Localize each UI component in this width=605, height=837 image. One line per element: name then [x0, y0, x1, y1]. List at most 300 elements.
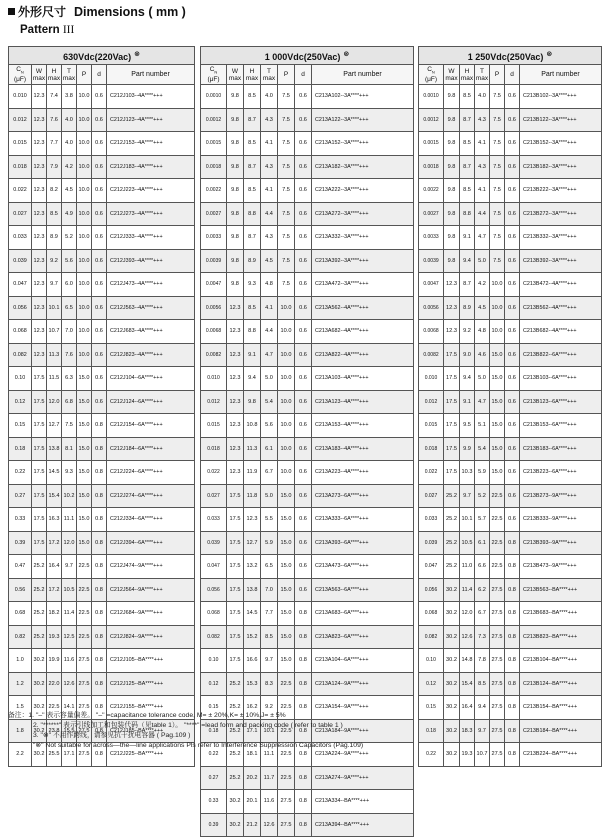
- cell-d: 0.6: [505, 132, 520, 156]
- cell-d: 0.8: [505, 625, 520, 649]
- cell-capacitance: 0.0039: [419, 249, 444, 273]
- cell-t: 5.7: [475, 508, 490, 532]
- table-row: [9, 484, 195, 508]
- cell-w: 12.3: [32, 343, 47, 367]
- cell-capacitance: 0.0068: [201, 320, 227, 344]
- cell-w: 9.8: [227, 249, 244, 273]
- table-row: [9, 531, 195, 555]
- table-row: [201, 461, 414, 485]
- cell-p: 15.0: [278, 531, 295, 555]
- cell-t: 5.9: [261, 531, 278, 555]
- cell-h: 22.5: [47, 696, 62, 720]
- cell-p: 7.5: [490, 108, 505, 132]
- table-row: [201, 766, 414, 790]
- cell-part-number: C213A473--6A****+++: [312, 555, 414, 579]
- cell-h: 8.7: [460, 155, 475, 179]
- cell-p: 22.5: [490, 508, 505, 532]
- cell-part-number: C212J124--6A****+++: [107, 390, 195, 414]
- cell-part-number: C212J823--4A****+++: [107, 343, 195, 367]
- cell-p: 15.0: [490, 367, 505, 391]
- cell-part-number: C213A823--6A****+++: [312, 625, 414, 649]
- cell-part-number: C213A122--3A****+++: [312, 108, 414, 132]
- cell-w: 12.3: [227, 343, 244, 367]
- cell-part-number: C213B563--BA****+++: [520, 578, 602, 602]
- cell-d: 0.6: [505, 414, 520, 438]
- cell-p: 27.5: [278, 813, 295, 837]
- cell-h: 10.1: [47, 296, 62, 320]
- cell-h: 9.2: [47, 249, 62, 273]
- cell-t: 17.1: [62, 743, 77, 767]
- cell-t: 11.4: [62, 602, 77, 626]
- cell-t: 4.5: [261, 249, 278, 273]
- cell-d: 0.6: [295, 343, 312, 367]
- cell-capacitance: 0.012: [9, 108, 32, 132]
- cell-w: 17.5: [444, 414, 460, 438]
- square-bullet-icon: [8, 8, 15, 15]
- cell-capacitance: 0.018: [419, 437, 444, 461]
- col-header-t: T max: [475, 65, 490, 85]
- cell-d: 0.8: [295, 766, 312, 790]
- cell-w: 17.5: [444, 461, 460, 485]
- table-row: [419, 179, 602, 203]
- cell-capacitance: 1.5: [9, 696, 32, 720]
- cell-w: 17.5: [227, 508, 244, 532]
- cell-p: 15.0: [490, 437, 505, 461]
- cell-capacitance: 0.027: [9, 202, 32, 226]
- cell-p: 15.0: [278, 484, 295, 508]
- table-row: [9, 226, 195, 250]
- table-row: [419, 367, 602, 391]
- cell-h: 9.3: [244, 273, 261, 297]
- cell-d: 0.6: [92, 320, 107, 344]
- cell-p: 15.0: [278, 578, 295, 602]
- cell-capacitance: 0.015: [9, 132, 32, 156]
- cell-part-number: C213A392--3A****+++: [312, 249, 414, 273]
- cell-capacitance: 0.0012: [201, 108, 227, 132]
- table-row: [201, 108, 414, 132]
- cell-h: 8.5: [47, 202, 62, 226]
- cell-part-number: C212J154--6A****+++: [107, 414, 195, 438]
- cell-w: 25.2: [444, 484, 460, 508]
- table-row: [9, 437, 195, 461]
- cell-d: 0.8: [92, 531, 107, 555]
- cell-w: 12.3: [32, 85, 47, 109]
- cell-h: 18.2: [47, 602, 62, 626]
- cell-t: 8.5: [475, 672, 490, 696]
- cell-t: 7.0: [261, 578, 278, 602]
- cell-part-number: C213B104--BA****+++: [520, 649, 602, 673]
- pattern-roman: III: [62, 24, 75, 36]
- cell-h: 9.1: [460, 390, 475, 414]
- cell-part-number: C213B224--BA****+++: [520, 743, 602, 767]
- cell-w: 9.8: [227, 226, 244, 250]
- cell-capacitance: 0.0022: [419, 179, 444, 203]
- cell-d: 0.6: [92, 343, 107, 367]
- cell-t: 4.7: [475, 226, 490, 250]
- cell-h: 10.3: [460, 461, 475, 485]
- cell-w: 9.8: [227, 202, 244, 226]
- col-header-part-number: Part number: [312, 65, 414, 85]
- cell-p: 7.5: [278, 226, 295, 250]
- cell-capacitance: 0.15: [201, 696, 227, 720]
- cell-capacitance: 0.68: [9, 602, 32, 626]
- cell-t: 8.3: [261, 672, 278, 696]
- cell-w: 17.5: [444, 390, 460, 414]
- cell-d: 0.8: [505, 555, 520, 579]
- cell-d: 0.6: [295, 320, 312, 344]
- cell-d: 0.6: [92, 202, 107, 226]
- cell-h: 11.9: [244, 461, 261, 485]
- col-header-p: P: [490, 65, 505, 85]
- cell-h: 18.3: [460, 719, 475, 743]
- cell-t: 9.4: [475, 696, 490, 720]
- cell-p: 10.0: [278, 367, 295, 391]
- table-row: [419, 696, 602, 720]
- cell-h: 8.5: [244, 179, 261, 203]
- table-row: [419, 226, 602, 250]
- cell-capacitance: 0.56: [9, 578, 32, 602]
- cell-h: 9.4: [460, 367, 475, 391]
- cell-d: 0.8: [92, 743, 107, 767]
- cell-d: 0.8: [505, 602, 520, 626]
- cell-d: 0.8: [505, 531, 520, 555]
- table-row: [201, 85, 414, 109]
- cell-p: 10.0: [77, 249, 92, 273]
- cell-capacitance: 0.82: [9, 625, 32, 649]
- cell-h: 14.5: [47, 461, 62, 485]
- cell-p: 15.0: [490, 343, 505, 367]
- cell-h: 8.7: [460, 273, 475, 297]
- cell-p: 10.0: [490, 273, 505, 297]
- cell-part-number: C212J184--6A****+++: [107, 437, 195, 461]
- cell-p: 15.0: [77, 484, 92, 508]
- cell-p: 7.5: [278, 132, 295, 156]
- cell-capacitance: 0.022: [201, 461, 227, 485]
- cell-h: 11.8: [244, 484, 261, 508]
- cell-part-number: C213A124--9A****+++: [312, 672, 414, 696]
- cell-capacitance: 0.33: [9, 508, 32, 532]
- cell-p: 15.0: [278, 649, 295, 673]
- col-header-w: W max: [32, 65, 47, 85]
- cell-part-number: C213B822--6A****+++: [520, 343, 602, 367]
- table-row: [201, 249, 414, 273]
- cell-d: 0.6: [295, 273, 312, 297]
- cell-h: 8.7: [460, 108, 475, 132]
- footnotes: [8, 711, 363, 751]
- cell-p: 15.0: [278, 602, 295, 626]
- cell-capacitance: 0.068: [419, 602, 444, 626]
- cell-h: 9.2: [460, 320, 475, 344]
- cell-d: 0.8: [92, 649, 107, 673]
- cell-w: 12.3: [227, 296, 244, 320]
- cell-p: 15.0: [278, 555, 295, 579]
- cell-p: 10.0: [77, 155, 92, 179]
- cell-d: 0.8: [505, 578, 520, 602]
- cell-part-number: C212J274--6A****+++: [107, 484, 195, 508]
- cell-d: 0.8: [92, 696, 107, 720]
- cell-capacitance: 0.0022: [201, 179, 227, 203]
- cell-t: 11.1: [261, 743, 278, 767]
- cell-capacitance: 0.10: [419, 649, 444, 673]
- cell-t: 4.0: [62, 108, 77, 132]
- cell-h: 9.4: [460, 249, 475, 273]
- cell-capacitance: 0.15: [419, 696, 444, 720]
- cell-capacitance: 0.0027: [419, 202, 444, 226]
- cell-h: 25.5: [47, 743, 62, 767]
- cell-p: 15.0: [77, 437, 92, 461]
- cell-w: 25.2: [444, 555, 460, 579]
- cell-t: 5.0: [261, 367, 278, 391]
- cell-w: 25.2: [227, 719, 244, 743]
- cell-w: 9.8: [444, 249, 460, 273]
- cell-capacitance: 2.2: [9, 743, 32, 767]
- cell-p: 15.0: [77, 367, 92, 391]
- cell-w: 17.5: [32, 390, 47, 414]
- cell-p: 10.0: [278, 390, 295, 414]
- cell-p: 10.0: [77, 296, 92, 320]
- table-row: [9, 296, 195, 320]
- cell-capacitance: 0.039: [9, 249, 32, 273]
- cell-w: 17.5: [444, 343, 460, 367]
- table-row: [201, 437, 414, 461]
- cell-part-number: C213B223--6A****+++: [520, 461, 602, 485]
- cell-t: 10.7: [475, 743, 490, 767]
- cell-capacitance: 0.0068: [419, 320, 444, 344]
- table-row: [201, 414, 414, 438]
- table-row: [9, 108, 195, 132]
- col-header-h: H max: [47, 65, 62, 85]
- cell-p: 22.5: [278, 672, 295, 696]
- cell-capacitance: 0.10: [9, 367, 32, 391]
- cell-d: 0.8: [505, 743, 520, 767]
- cell-p: 15.0: [77, 390, 92, 414]
- cell-h: 17.2: [47, 531, 62, 555]
- table-row: [419, 555, 602, 579]
- cell-capacitance: 0.22: [419, 743, 444, 767]
- cell-capacitance: 0.082: [201, 625, 227, 649]
- cell-h: 12.0: [47, 390, 62, 414]
- cell-d: 0.6: [295, 390, 312, 414]
- cell-w: 30.2: [227, 813, 244, 837]
- page-header: [8, 3, 186, 20]
- table-row: [419, 508, 602, 532]
- cell-w: 30.2: [32, 719, 47, 743]
- cell-capacitance: 1.2: [9, 672, 32, 696]
- cell-t: 4.1: [261, 132, 278, 156]
- cell-w: 25.2: [32, 578, 47, 602]
- table-row: [201, 508, 414, 532]
- cell-t: 4.2: [62, 155, 77, 179]
- table-row: [201, 343, 414, 367]
- cell-d: 0.6: [505, 226, 520, 250]
- cell-capacitance: 0.039: [419, 531, 444, 555]
- table-row: [9, 602, 195, 626]
- cell-h: 10.5: [460, 531, 475, 555]
- cell-h: 11.5: [47, 367, 62, 391]
- cell-capacitance: 0.082: [419, 625, 444, 649]
- cell-capacitance: 1.8: [9, 719, 32, 743]
- cell-w: 30.2: [32, 649, 47, 673]
- cell-d: 0.8: [92, 672, 107, 696]
- table-row: [419, 743, 602, 767]
- cell-d: 0.6: [92, 296, 107, 320]
- group-title: [419, 47, 602, 65]
- cell-p: 10.0: [278, 343, 295, 367]
- cell-capacitance: 0.039: [201, 531, 227, 555]
- cell-p: 27.5: [490, 719, 505, 743]
- cell-capacitance: 0.18: [9, 437, 32, 461]
- cell-h: 8.5: [244, 85, 261, 109]
- table-row: [419, 625, 602, 649]
- table-row: [9, 508, 195, 532]
- cell-h: 21.2: [244, 813, 261, 837]
- table-row: [419, 155, 602, 179]
- cell-h: 8.7: [244, 155, 261, 179]
- cell-w: 9.8: [227, 108, 244, 132]
- cell-capacitance: 0.027: [419, 484, 444, 508]
- cell-t: 4.3: [261, 108, 278, 132]
- cell-part-number: C213B154--BA****+++: [520, 696, 602, 720]
- cell-part-number: C213B392--3A****+++: [520, 249, 602, 273]
- cell-w: 30.2: [32, 696, 47, 720]
- cell-d: 0.8: [505, 696, 520, 720]
- cell-w: 25.2: [444, 531, 460, 555]
- cell-h: 9.9: [460, 437, 475, 461]
- cell-capacitance: 0.068: [9, 320, 32, 344]
- table-row: [9, 414, 195, 438]
- cell-h: 19.9: [47, 649, 62, 673]
- cell-h: 8.8: [460, 202, 475, 226]
- cell-part-number: C213A223--4A****+++: [312, 461, 414, 485]
- cell-part-number: C213A683--6A****+++: [312, 602, 414, 626]
- cell-h: 12.6: [460, 625, 475, 649]
- cell-capacitance: 0.033: [9, 226, 32, 250]
- cell-part-number: C213B152--3A****+++: [520, 132, 602, 156]
- cell-part-number: C212J334--6A****+++: [107, 508, 195, 532]
- col-header-part-number: Part number: [107, 65, 195, 85]
- table-row: [201, 367, 414, 391]
- cell-capacitance: 0.018: [9, 155, 32, 179]
- cell-t: 4.1: [475, 179, 490, 203]
- cell-h: 9.0: [460, 343, 475, 367]
- col-header-capacitance: $C_N$ (μF): [419, 65, 444, 85]
- cell-t: 4.0: [475, 85, 490, 109]
- cell-p: 10.0: [77, 85, 92, 109]
- cell-p: 7.5: [278, 179, 295, 203]
- cell-d: 0.8: [295, 696, 312, 720]
- cell-h: 9.7: [47, 273, 62, 297]
- cell-w: 9.8: [444, 155, 460, 179]
- cell-capacitance: 0.0015: [201, 132, 227, 156]
- cell-d: 0.8: [295, 602, 312, 626]
- cell-part-number: C213B123--6A****+++: [520, 390, 602, 414]
- cell-h: 9.7: [460, 484, 475, 508]
- cell-h: 10.8: [244, 414, 261, 438]
- cell-t: 4.8: [475, 320, 490, 344]
- table-row: [419, 202, 602, 226]
- cell-part-number: C213B122--3A****+++: [520, 108, 602, 132]
- cell-capacitance: 0.015: [201, 414, 227, 438]
- cell-h: 18.1: [244, 743, 261, 767]
- cell-h: 12.7: [47, 414, 62, 438]
- table-row: [419, 132, 602, 156]
- cell-h: 19.3: [460, 743, 475, 767]
- cell-w: 12.3: [227, 367, 244, 391]
- cell-d: 0.6: [295, 179, 312, 203]
- cell-h: 16.2: [244, 696, 261, 720]
- cell-capacitance: 0.15: [9, 414, 32, 438]
- table-630vdc: [8, 46, 195, 767]
- title-chinese: 外形尺寸: [18, 5, 67, 19]
- cell-h: 16.6: [244, 649, 261, 673]
- cell-d: 0.6: [92, 390, 107, 414]
- cell-t: 6.1: [475, 531, 490, 555]
- cell-capacitance: 0.0056: [201, 296, 227, 320]
- cell-d: 0.6: [295, 296, 312, 320]
- group-title: [9, 47, 195, 65]
- note-line-4: "⊗" Not suitable for across—the—line applications Pls refer to Interference Suppression Capacitors (Pag.109): [33, 742, 364, 749]
- cell-part-number: C213A334--BA****+++: [312, 790, 414, 814]
- cell-h: 9.1: [460, 226, 475, 250]
- cell-capacitance: 0.056: [419, 578, 444, 602]
- cell-d: 0.8: [295, 719, 312, 743]
- cell-part-number: C213A104--6A****+++: [312, 649, 414, 673]
- cell-h: 10.1: [460, 508, 475, 532]
- table-row: [201, 390, 414, 414]
- cell-h: 8.5: [244, 132, 261, 156]
- cell-p: 10.0: [490, 296, 505, 320]
- table-row: [201, 320, 414, 344]
- cell-part-number: C213A153--4A****+++: [312, 414, 414, 438]
- cell-d: 0.8: [92, 414, 107, 438]
- cell-h: 8.9: [244, 249, 261, 273]
- cell-part-number: C212J225--BA****+++: [107, 743, 195, 767]
- cell-h: 7.4: [47, 85, 62, 109]
- col-header-t: T max: [261, 65, 278, 85]
- cell-t: 7.8: [475, 649, 490, 673]
- cell-w: 17.5: [32, 508, 47, 532]
- cell-t: 4.4: [261, 320, 278, 344]
- cell-w: 17.5: [227, 625, 244, 649]
- cell-w: 30.2: [444, 602, 460, 626]
- cell-t: 12.6: [62, 672, 77, 696]
- cell-capacitance: 0.018: [201, 437, 227, 461]
- cell-w: 12.3: [227, 414, 244, 438]
- cell-part-number: C212J564--9A****+++: [107, 578, 195, 602]
- cell-h: 17.1: [244, 719, 261, 743]
- table-row: [419, 108, 602, 132]
- cell-d: 0.8: [295, 743, 312, 767]
- cell-d: 0.6: [92, 179, 107, 203]
- cell-d: 0.6: [295, 367, 312, 391]
- col-header-capacitance: $C_N$ (μF): [201, 65, 227, 85]
- cell-part-number: C212J183--4A****+++: [107, 155, 195, 179]
- cell-p: 22.5: [490, 531, 505, 555]
- cell-h: 10.7: [47, 320, 62, 344]
- cell-h: 8.9: [47, 226, 62, 250]
- cell-d: 0.6: [295, 226, 312, 250]
- cell-h: 8.5: [460, 179, 475, 203]
- table-row: [201, 273, 414, 297]
- cell-p: 27.5: [490, 696, 505, 720]
- cell-w: 25.2: [227, 743, 244, 767]
- cell-t: 8.5: [261, 625, 278, 649]
- cell-h: 11.3: [47, 343, 62, 367]
- table-row: [9, 249, 195, 273]
- cell-capacitance: 0.012: [419, 390, 444, 414]
- cell-t: 4.7: [475, 390, 490, 414]
- cell-d: 0.8: [295, 649, 312, 673]
